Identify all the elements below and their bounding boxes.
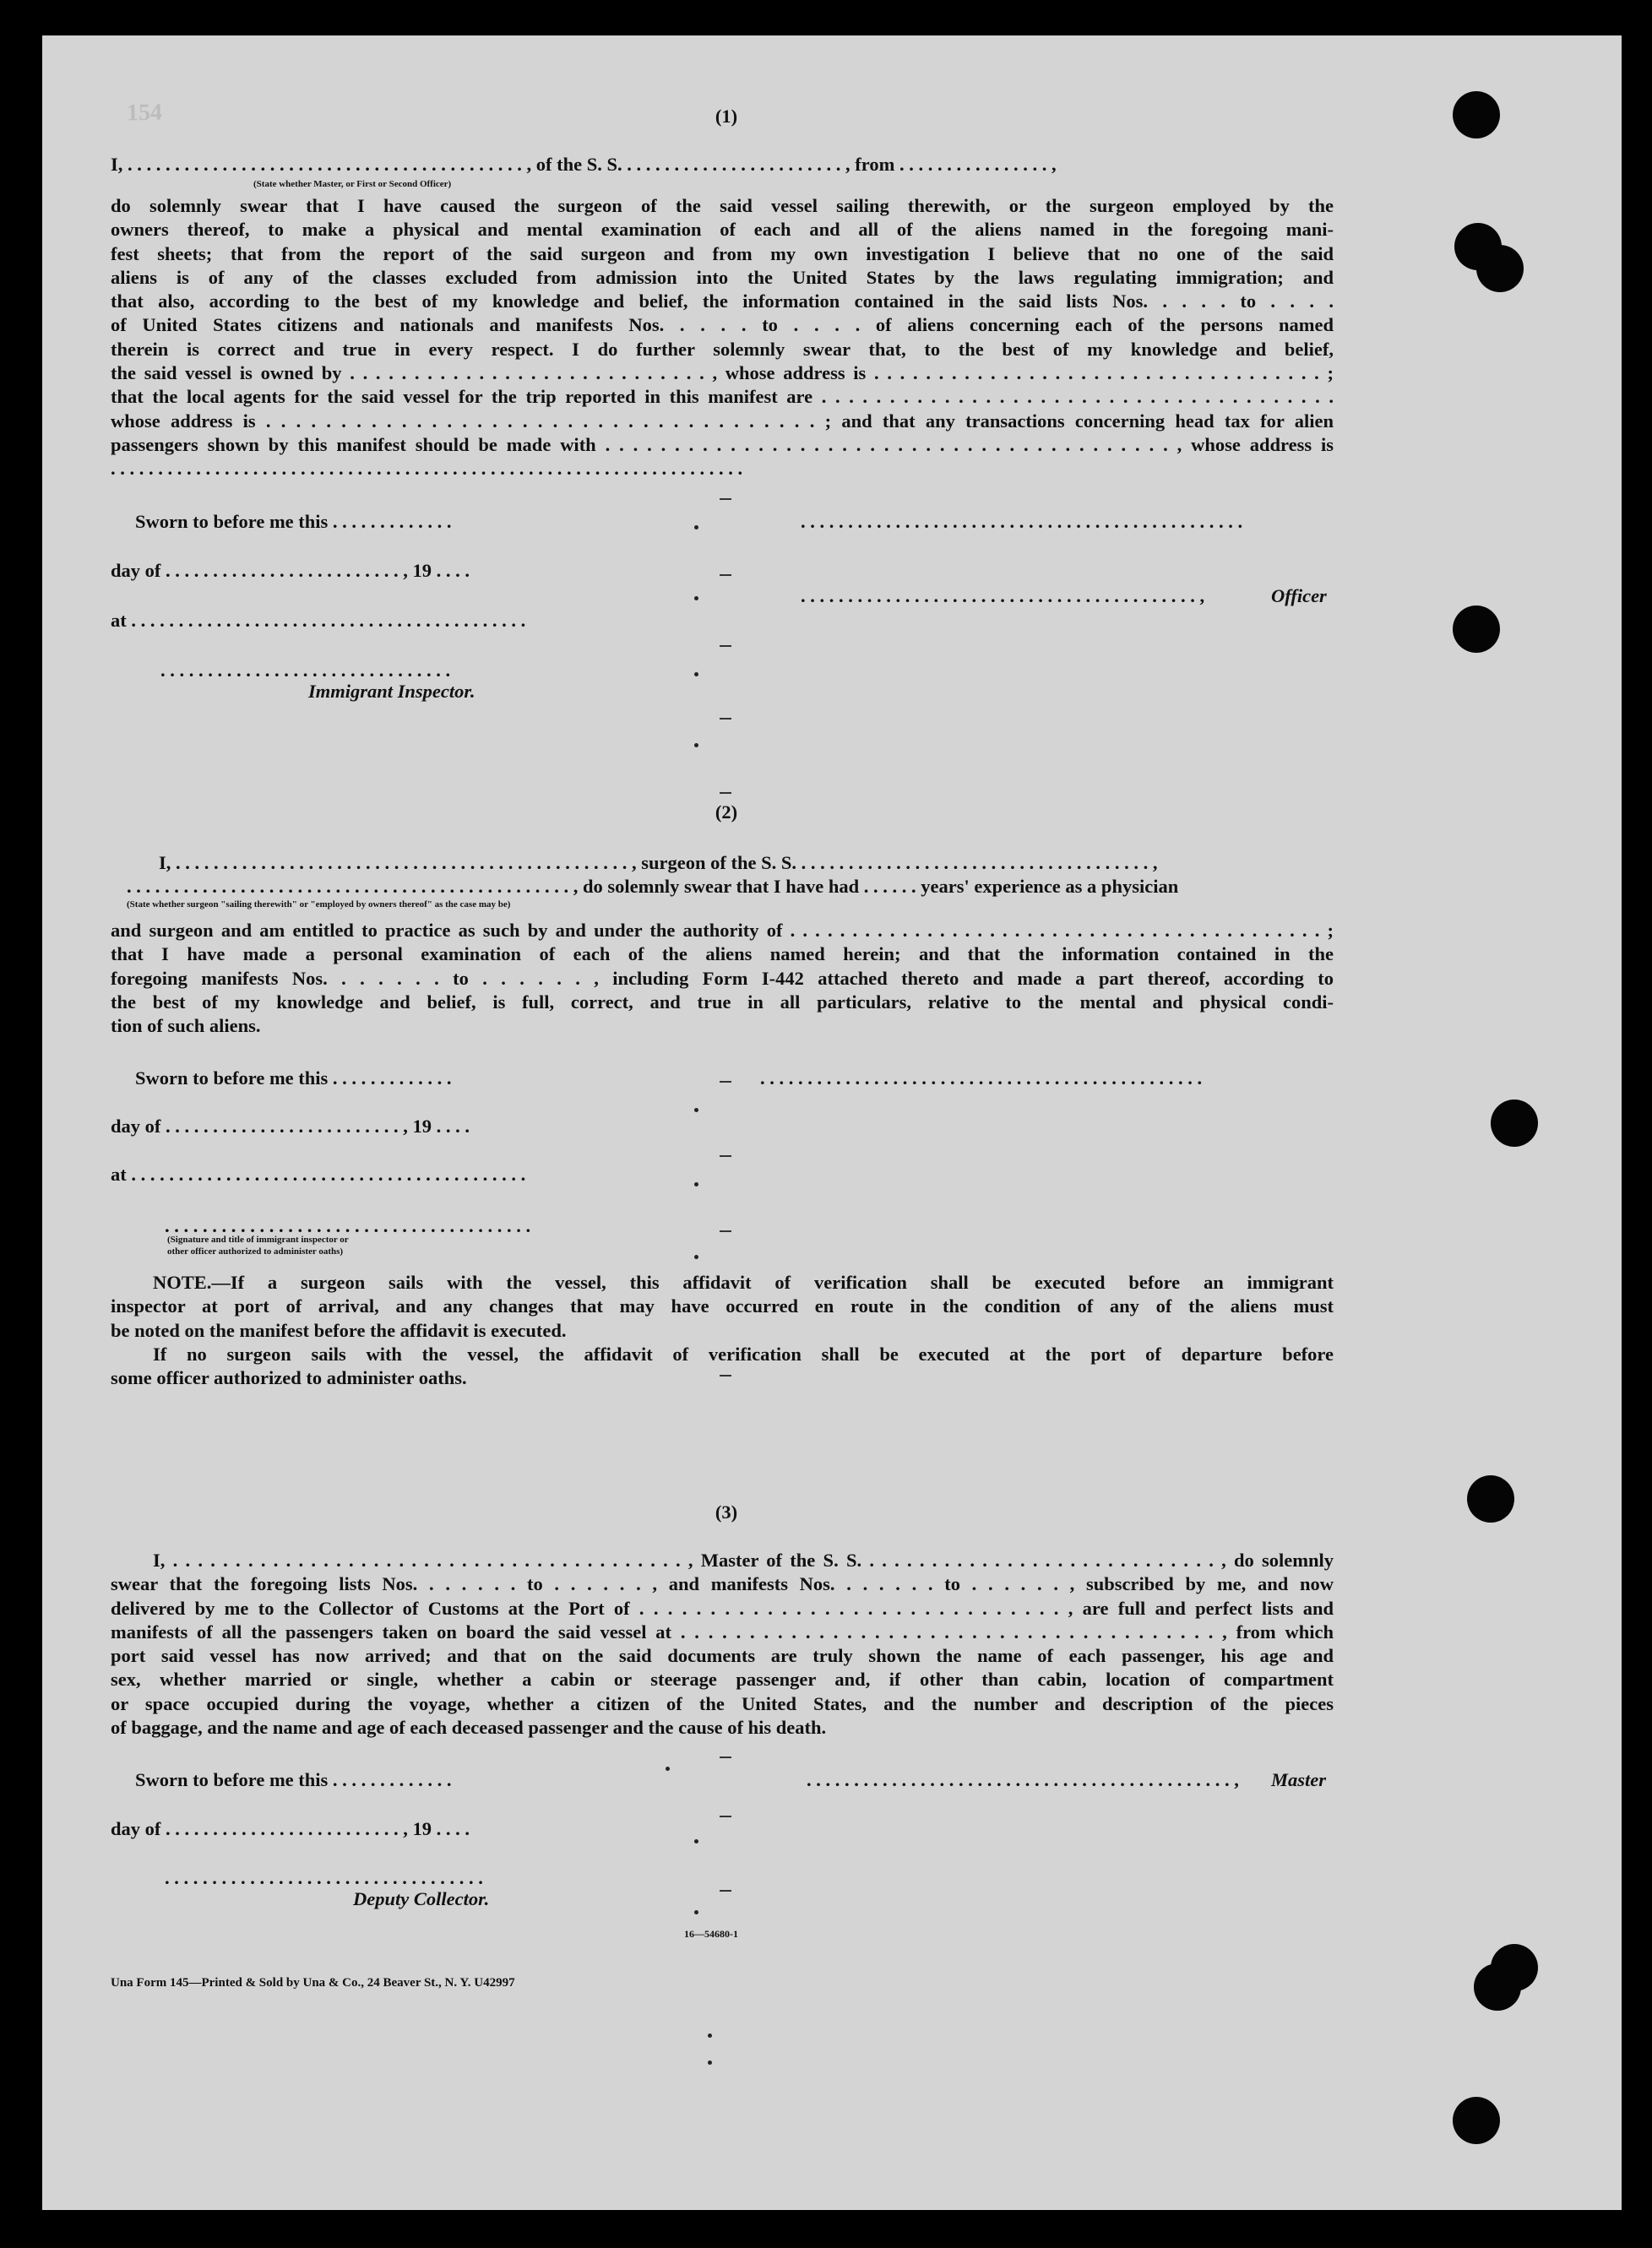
paragraph-line: therein is correct and true in every respect. I do further solemnly swear that, to the best of my knowledge and belief,: [111, 338, 1334, 360]
punch-hole: [1474, 1963, 1521, 2011]
section2-signature-line: . . . . . . . . . . . . . . . . . . . . . . . . . . . . . . . . . . . . . . . . . . . . . . .: [760, 1067, 1203, 1089]
section2-signature-note: other officer authorized to administer oaths): [167, 1246, 344, 1257]
section2-opening-line: I, . . . . . . . . . . . . . . . . . . . . . . . . . . . . . . . . . . . . . . . . . . . . . . . . , surgeon of the S. S. . . . . . . . . . . . . . . . . . . . . . . . . . . . . . . . . . . . . . ,: [159, 852, 1158, 873]
section1-officer-line: . . . . . . . . . . . . . . . . . . . . . . . . . . . . . . . . . . . . . . . . . . ,: [801, 585, 1205, 606]
section1-heading: (1): [715, 106, 738, 127]
section3-master-label: Master: [1271, 1769, 1327, 1790]
paragraph-line: be noted on the manifest before the affidavit is executed.: [111, 1319, 567, 1341]
section1-oath-paragraph: [111, 194, 1334, 481]
section1-sworn-line: Sworn to before me this . . . . . . . . . . . . .: [135, 511, 452, 532]
paragraph-line: If no surgeon sails with the vessel, the affidavit of verification shall be executed at the port of departure before: [153, 1343, 1334, 1365]
center-tick: [720, 792, 731, 794]
section3-collector-signature: . . . . . . . . . . . . . . . . . . . . . . . . . . . . . . . . . .: [165, 1867, 483, 1888]
center-tick: [720, 718, 731, 719]
section3-collector-label: Deputy Collector.: [353, 1888, 490, 1909]
punch-hole: [1476, 245, 1524, 292]
center-tick: [720, 498, 731, 500]
center-tick: [720, 1081, 731, 1083]
section2-surgeon-note: (State whether surgeon "sailing therewith" or "employed by owners thereof" as the case may be): [127, 899, 511, 910]
paragraph-line: inspector at port of arrival, and any changes that may have occurred en route in the condition of any of the aliens must: [111, 1295, 1334, 1317]
paragraph-line: the said vessel is owned by . . . . . . . . . . . . . . . . . . . . . . . . . . . . , whose address is . . . . . . . . . . . . . . . . . . . . . . . . . . . . . . . . . . . ;: [111, 362, 1334, 384]
center-dot: [694, 743, 698, 747]
paragraph-line: tion of such aliens.: [111, 1015, 261, 1037]
paragraph-line: or space occupied during the voyage, whether a citizen of the United States, and the number and description of the pieces: [111, 1692, 1334, 1714]
section1-opening-line: I, . . . . . . . . . . . . . . . . . . . . . . . . . . . . . . . . . . . . . . . . . . , of the S. S. . . . . . . . . . . . . . . . . . . . . . . . , from . . . . . . . . . . . . . . . . ,: [111, 154, 1057, 175]
section3-oath-paragraph: [111, 1549, 1334, 1740]
center-dot: [708, 2061, 712, 2065]
center-dot: [694, 596, 698, 600]
section1-officer-note: (State whether Master, or First or Second Officer): [253, 179, 452, 189]
section2-second-line: . . . . . . . . . . . . . . . . . . . . . . . . . . . . . . . . . . . . . . . . . . . . . . . , do solemnly swear that I have had . . . . . . years' experience as a physician: [127, 876, 1179, 897]
center-tick: [720, 645, 731, 647]
center-dot: [694, 1255, 698, 1259]
section3-sworn-line: Sworn to before me this . . . . . . . . . . . . .: [135, 1769, 452, 1790]
center-dot: [694, 525, 698, 529]
paragraph-line: of United States citizens and nationals and manifests Nos. . . . . to . . . . of aliens concerning each of the persons named: [111, 314, 1334, 336]
section2-signature-dots: . . . . . . . . . . . . . . . . . . . . . . . . . . . . . . . . . . . . . . .: [165, 1215, 531, 1236]
section2-sworn-line: Sworn to before me this . . . . . . . . . . . . .: [135, 1067, 452, 1089]
section1-at-line: at . . . . . . . . . . . . . . . . . . . . . . . . . . . . . . . . . . . . . . . . . .: [111, 610, 526, 631]
section3-day-line: day of . . . . . . . . . . . . . . . . . . . . . . . . . , 19 . . . .: [111, 1818, 470, 1839]
section2-day-line: day of . . . . . . . . . . . . . . . . . . . . . . . . . , 19 . . . .: [111, 1116, 470, 1137]
paragraph-line: NOTE.—If a surgeon sails with the vessel, this affidavit of verification shall be executed before an immigrant: [153, 1272, 1334, 1293]
section1-day-line: day of . . . . . . . . . . . . . . . . . . . . . . . . . , 19 . . . .: [111, 560, 470, 581]
section2-signature-note: (Signature and title of immigrant inspector or: [167, 1235, 349, 1245]
center-tick: [720, 1890, 731, 1892]
center-tick: [720, 1757, 731, 1758]
paragraph-line: of baggage, and the name and age of each deceased passenger and the cause of his death.: [111, 1717, 827, 1739]
center-dot: [694, 672, 698, 676]
paragraph-line: the best of my knowledge and belief, is full, correct, and true in all particulars, relative to the mental and physical condi-: [111, 991, 1334, 1013]
paragraph-line: fest sheets; that from the report of the said surgeon and from my own investigation I believe that no one of the said: [111, 242, 1334, 264]
punch-hole: [1453, 2097, 1500, 2144]
center-dot: [694, 1910, 698, 1914]
section3-master-line: . . . . . . . . . . . . . . . . . . . . . . . . . . . . . . . . . . . . . . . . . . . . . ,: [807, 1769, 1239, 1790]
paragraph-line: owners thereof, to make a physical and mental examination of each and all of the aliens named in the foregoing mani-: [111, 219, 1334, 241]
paragraph-line: port said vessel has now arrived; and that on the said documents are truly shown the name of each passenger, his age and: [111, 1645, 1334, 1667]
section1-signature-line: . . . . . . . . . . . . . . . . . . . . . . . . . . . . . . . . . . . . . . . . . . . . . . .: [801, 511, 1243, 532]
section3-heading: (3): [715, 1501, 738, 1523]
paragraph-line: that the local agents for the said vessel for the trip reported in this manifest are . . . . . . . . . . . . . . . . . . . . . . . . . . . . . . . . . . . . . .: [111, 386, 1334, 408]
center-dot: [708, 2034, 712, 2038]
paragraph-line: aliens is of any of the classes excluded from admission into the United States by the laws regulating immigration; and: [111, 266, 1334, 288]
paragraph-line: do solemnly swear that I have caused the surgeon of the said vessel sailing therewith, or the surgeon employed by the: [111, 195, 1334, 216]
punch-hole: [1467, 1475, 1514, 1523]
paragraph-line: . . . . . . . . . . . . . . . . . . . . . . . . . . . . . . . . . . . . . . . . . . . . . . . . . . . . . . . . . . . . . . . . . . .: [111, 458, 743, 480]
center-tick: [720, 1375, 731, 1376]
paragraph-line: foregoing manifests Nos. . . . . . . to . . . . . . , including Form I-442 attached thereto and made a part thereof, according to: [111, 967, 1334, 989]
section2-heading: (2): [715, 801, 738, 823]
paragraph-line: sex, whether married or single, whether a cabin or steerage passenger and, if other than cabin, location of compartment: [111, 1669, 1334, 1691]
center-tick: [720, 1816, 731, 1817]
paragraph-line: manifests of all the passengers taken on board the said vessel at . . . . . . . . . . . . . . . . . . . . . . . . . . . . . . . . . . . . . . . , from which: [111, 1621, 1334, 1643]
section2-at-line: at . . . . . . . . . . . . . . . . . . . . . . . . . . . . . . . . . . . . . . . . . .: [111, 1164, 526, 1185]
paragraph-line: that I have made a personal examination of each of the aliens named herein; and that the information contained in the: [111, 943, 1334, 965]
section1-inspector-signature: . . . . . . . . . . . . . . . . . . . . . . . . . . . . . . .: [160, 660, 451, 681]
punch-hole: [1453, 91, 1500, 138]
section1-officer-label: Officer: [1271, 585, 1327, 606]
center-dot: [694, 1108, 698, 1112]
section1-inspector-label: Immigrant Inspector.: [308, 681, 475, 702]
punch-hole: [1491, 1100, 1538, 1147]
center-dot: [666, 1767, 670, 1771]
center-tick: [720, 1155, 731, 1157]
paragraph-line: some officer authorized to administer oaths.: [111, 1367, 467, 1389]
paragraph-line: I, . . . . . . . . . . . . . . . . . . . . . . . . . . . . . . . . . . . . . . . . . , Master of the S. S. . . . . . . . . . . . . . . . . . . . . . . . . . . . . , do solemnly: [153, 1550, 1334, 1571]
punch-hole: [1453, 605, 1500, 653]
paragraph-line: that also, according to the best of my knowledge and belief, the information contained in the said lists Nos. . . . . to . . . .: [111, 291, 1334, 312]
center-dot: [694, 1839, 698, 1843]
printer-footer: Una Form 145—Printed & Sold by Una & Co., 24 Beaver St., N. Y. U42997: [111, 1976, 515, 1990]
section2-oath-paragraph: [111, 919, 1334, 1038]
paragraph-line: delivered by me to the Collector of Customs at the Port of . . . . . . . . . . . . . . . . . . . . . . . . . . . . . . , are full and perfect lists and: [111, 1597, 1334, 1619]
form-number: 16—54680-1: [684, 1928, 738, 1940]
section2-note-paragraph: [111, 1271, 1334, 1390]
paragraph-line: and surgeon and am entitled to practice as such by and under the authority of . . . . . . . . . . . . . . . . . . . . . . . . . . . . . . . . . . . . . . . . . . . ;: [111, 920, 1334, 941]
paragraph-line: swear that the foregoing lists Nos. . . . . . . to . . . . . . , and manifests Nos. . . . . . . to . . . . . . , subscribed by me, and now: [111, 1573, 1334, 1595]
paragraph-line: whose address is . . . . . . . . . . . . . . . . . . . . . . . . . . . . . . . . . . . . . ; and that any transactions concerning head tax for alien: [111, 410, 1334, 432]
bleed-through-text: 154: [126, 99, 163, 127]
center-dot: [694, 1182, 698, 1186]
center-tick: [720, 1230, 731, 1232]
paragraph-line: passengers shown by this manifest should be made with . . . . . . . . . . . . . . . . . . . . . . . . . . . . . . . . . . . . . . . . . , whose address is: [111, 433, 1334, 455]
center-tick: [720, 574, 731, 576]
